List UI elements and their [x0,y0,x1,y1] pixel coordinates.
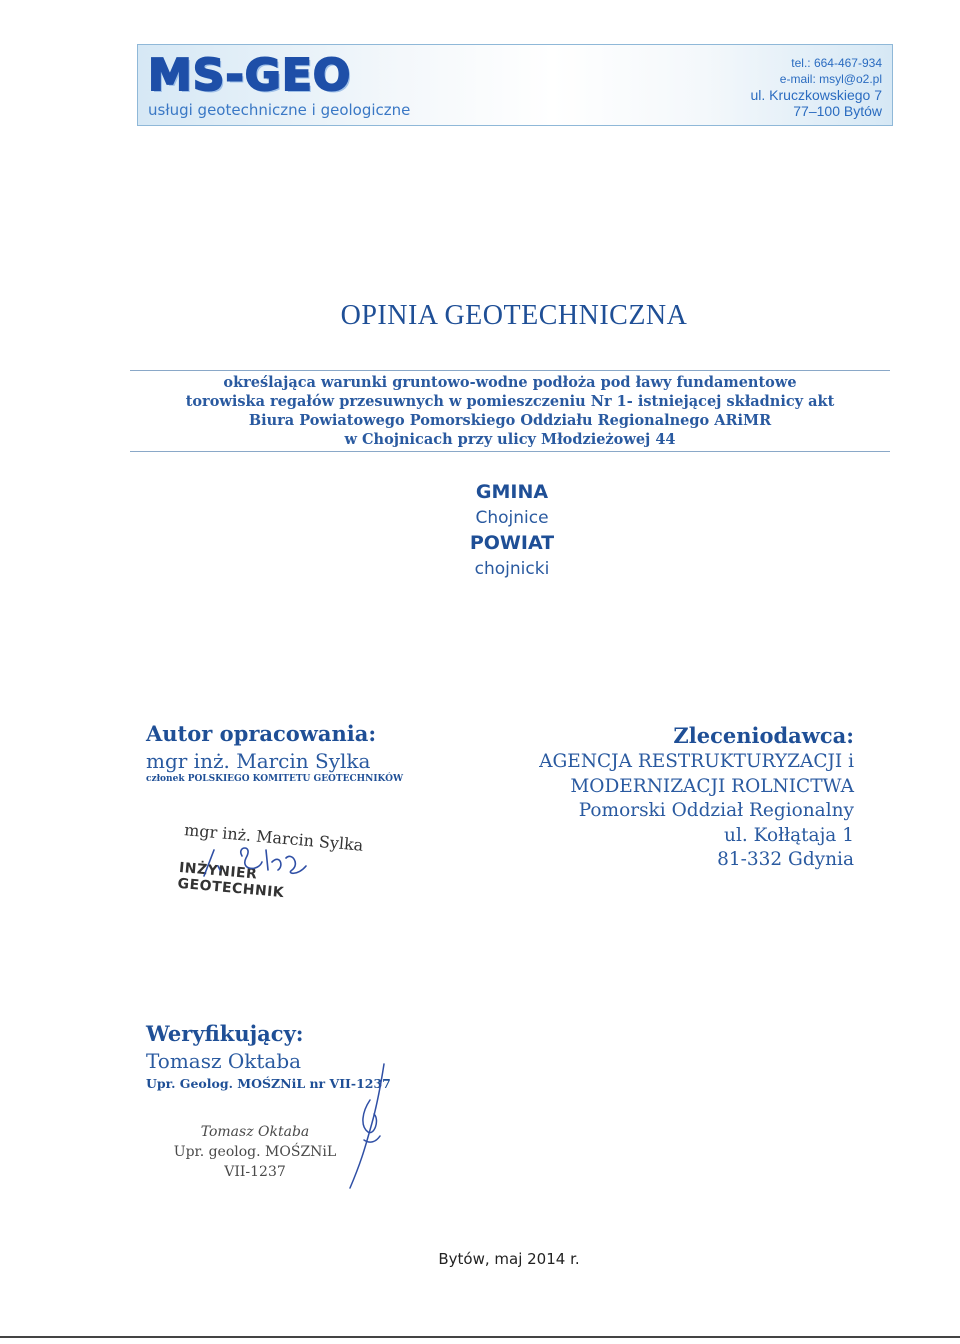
client-line: Pomorski Oddział Regionalny [578,800,854,821]
contact-block [750,55,882,119]
author-section [146,720,403,784]
place-and-date: Bytów, maj 2014 r. [438,1250,580,1268]
verifier-license: Upr. Geolog. MOŚZNiL nr VII-1237 [146,1076,391,1091]
client-line: 81-332 Gdynia [717,849,854,870]
bottom-edge-line [0,1336,960,1338]
document-title: OPINIA GEOTECHNICZNA [340,300,688,331]
powiat-value: chojnicki [474,559,550,579]
gmina-label: GMINA [475,481,549,503]
contact-email: e-mail: msyl@o2.pl [779,72,882,86]
client-section [539,722,854,873]
document-subtitle [130,373,890,449]
verifier-name: Tomasz Oktaba [146,1049,302,1073]
client-line: AGENCJA RESTRUKTURYZACJI i [539,751,854,772]
subtitle-top-rule [130,370,890,371]
subtitle-line: torowiska regałów przesuwnych w pomieszczeniu Nr 1- istniejącej składnicy akt [185,393,835,410]
verifier-signature-icon [340,1060,400,1200]
verifier-stamp-line: VII-1237 [224,1164,286,1180]
verifier-heading: Weryfikujący: [146,1021,304,1046]
contact-street: ul. Kruczkowskiego 7 [750,87,882,103]
client-line: MODERNIZACJI ROLNICTWA [570,775,854,797]
verifier-stamp-line: Upr. geolog. MOŚZNiL [173,1144,337,1160]
company-tagline: usługi geotechniczne i geologiczne [148,101,411,119]
contact-phone: tel.: 664-467-934 [791,56,882,70]
subtitle-bottom-rule [130,451,890,452]
company-logo: MS-GEO [148,50,352,101]
author-stamp-name: mgr inż. Marcin Sylka [183,820,365,855]
powiat-label: POWIAT [469,532,555,554]
author-name: mgr inż. Marcin Sylka [146,749,371,773]
verifier-stamp-name: Tomasz Oktaba [200,1124,310,1140]
client-heading: Zleceniodawca: [673,723,854,748]
subtitle-line: Biura Powiatowego Pomorskiego Oddziału Regionalnego ARiMR [248,412,772,429]
client-line: ul. Kołłątaja 1 [724,824,854,846]
author-membership: członek POLSKIEGO KOMITETU GEOTECHNIKÓW [146,774,404,784]
verifier-stamp [150,1122,360,1182]
subtitle-line: w Chojnicach przy ulicy Młodzieżowej 44 [344,431,676,448]
author-signature-icon [196,836,346,886]
contact-city: 77–100 Bytów [793,103,882,119]
subtitle-line: określająca warunki gruntowo-wodne podłoża pod ławy fundamentowe [223,374,797,391]
author-heading: Autor opracowania: [146,721,377,746]
author-stamp-title: INŻYNIER GEOTECHNIK [176,859,285,902]
administrative-unit [340,480,684,582]
gmina-value: Chojnice [475,508,549,528]
